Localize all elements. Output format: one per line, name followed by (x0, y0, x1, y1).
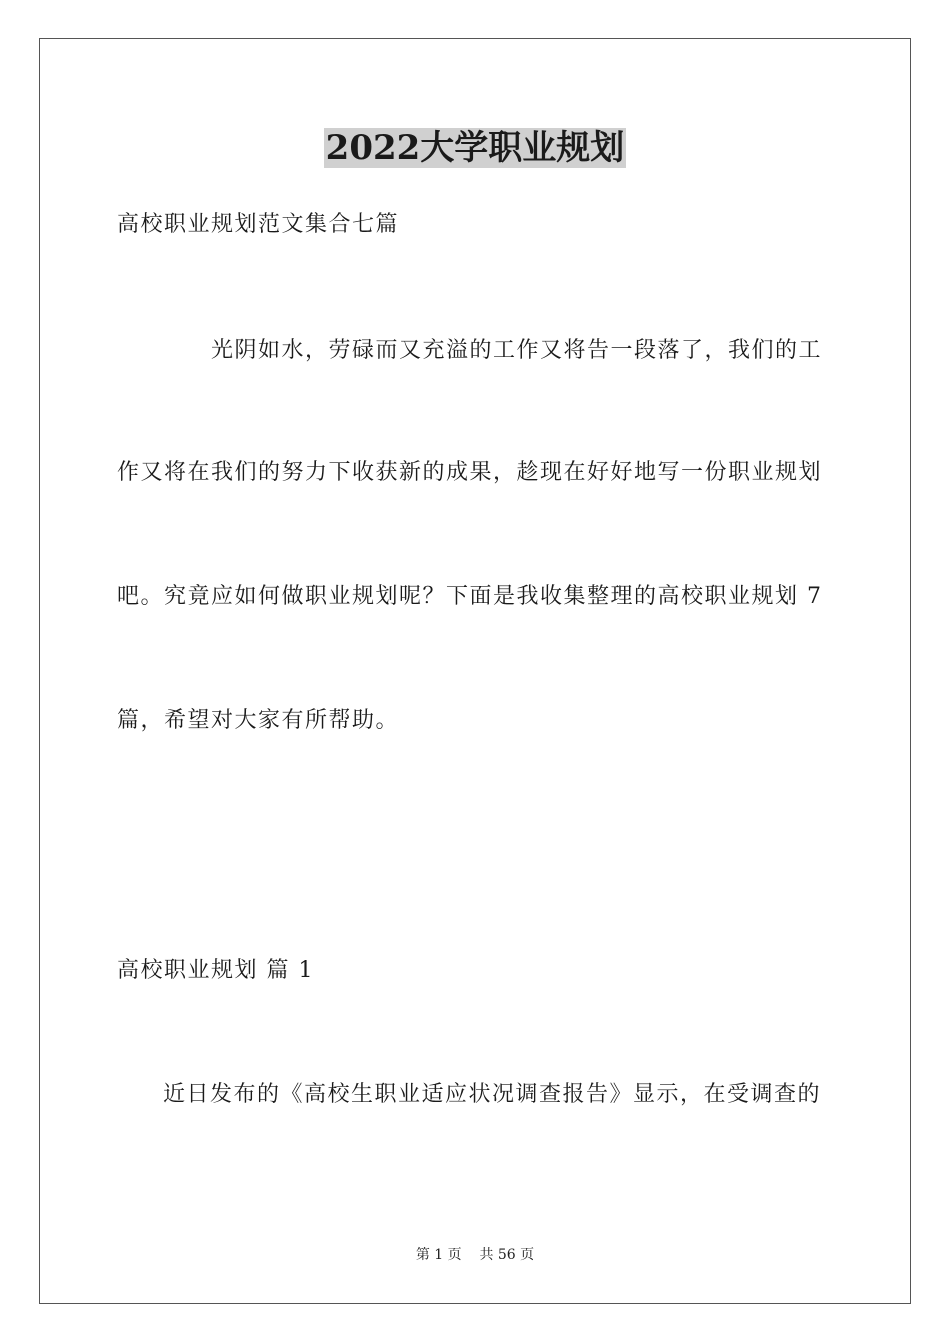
page-footer (0, 1246, 950, 1264)
intro-line-2: 作又将在我们的努力下收获新的成果，趁现在好好地写一份职业规划 (117, 460, 823, 485)
section-first-line: 近日发布的《高校生职业适应状况调查报告》显示，在受调查的 (163, 1082, 822, 1107)
intro-line-3: 吧。究竟应如何做职业规划呢？下面是我收集整理的高校职业规划 7 (117, 584, 823, 609)
page-number: 第 1 页 (415, 1247, 462, 1263)
section-heading: 高校职业规划 篇 1 (117, 958, 314, 983)
document-title: 2022大学职业规划 (325, 128, 625, 168)
intro-line-1: 光阴如水，劳碌而又充溢的工作又将告一段落了，我们的工 (211, 338, 823, 363)
page-total: 共 56 页 (479, 1247, 535, 1263)
title-container (0, 128, 950, 168)
document-subtitle: 高校职业规划范文集合七篇 (117, 212, 400, 237)
intro-line-4: 篇，希望对大家有所帮助。 (117, 708, 400, 733)
